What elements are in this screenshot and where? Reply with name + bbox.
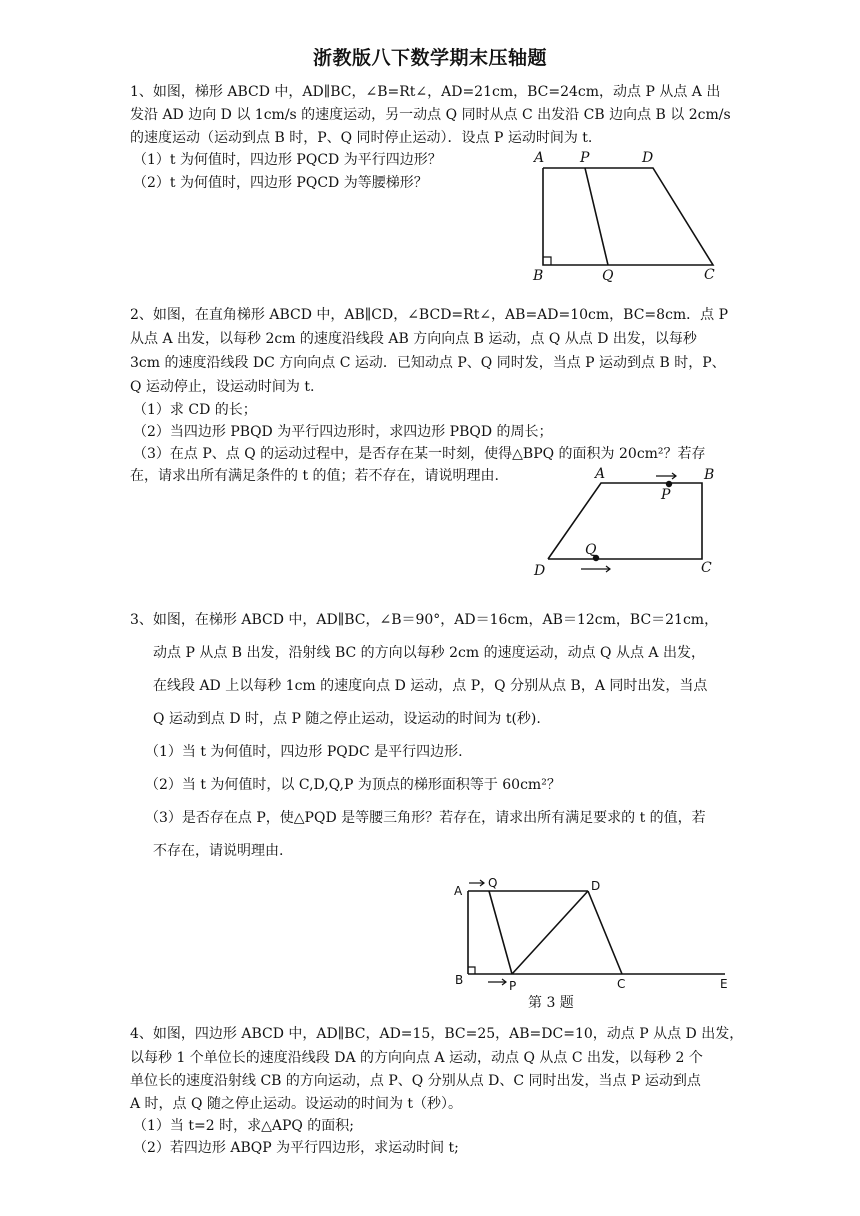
problem-4-line-3: 单位长的速度沿射线 CB 的方向运动，点 P、Q 分别从点 D、C 同时出发，当点 P 运动到点 bbox=[130, 1073, 701, 1089]
fig3-label-D: D bbox=[591, 879, 601, 893]
problem-2-line-2: 从点 A 出发，以每秒 2cm 的速度沿线段 AB 方向向点 B 运动，点 Q 从点 D 出发，以每秒 bbox=[130, 331, 697, 347]
problem-1-question-1: （1）t 为何值时，四边形 PQCD 为平行四边形？ bbox=[133, 152, 442, 168]
fig1-label-B: B bbox=[533, 268, 544, 284]
fig1-label-Q: Q bbox=[602, 268, 614, 284]
problem-3-caption: 第 3 题 bbox=[528, 995, 574, 1011]
problem-2-question-3-cont: 在，请求出所有满足条件的 t 的值；若不存在，请说明理由. bbox=[130, 468, 499, 484]
problem-4-line-4: A 时，点 Q 随之停止运动。设运动的时间为 t（秒）。 bbox=[130, 1096, 463, 1112]
fig3-label-P: P bbox=[509, 979, 517, 993]
fig1-label-D: D bbox=[642, 150, 654, 166]
fig3-label-E: E bbox=[720, 977, 728, 991]
problem-2-line-4: Q 运动停止，设运动时间为 t. bbox=[130, 379, 315, 395]
problem-1-figure bbox=[528, 145, 728, 285]
problem-2-line-3: 3cm 的速度沿线段 DC 方向向点 C 运动．已知动点 P、Q 同时发，当点 P 运动到点 B 时，P、 bbox=[130, 355, 726, 371]
fig3-label-B: B bbox=[455, 973, 464, 987]
problem-3-line-1: 3、如图，在梯形 ABCD 中，AD∥BC，∠B＝90°，AD＝16cm，AB＝12cm，BC＝21cm， bbox=[130, 612, 719, 628]
problem-1-question-2: （2）t 为何值时，四边形 PQCD 为等腰梯形？ bbox=[133, 175, 428, 191]
problem-1-line-2: 发沿 AD 边向 D 以 1cm/s 的速度运动，另一动点 Q 同时从点 C 出发沿 CB 边向点 B 以 2cm/s bbox=[130, 107, 731, 123]
problem-3-figure bbox=[450, 870, 750, 995]
problem-4-question-1: （1）当 t=2 时，求△APQ 的面积; bbox=[133, 1118, 355, 1134]
page-title: 浙教版八下数学期末压轴题 bbox=[312, 47, 547, 69]
fig2-label-B: B bbox=[704, 467, 715, 483]
fig2-label-D: D bbox=[534, 563, 546, 579]
problem-1-line-1: 1、如图，梯形 ABCD 中，AD∥BC，∠B=Rt∠，AD=21cm，BC=24cm，动点 P 从点 A 出 bbox=[130, 84, 721, 100]
fig3-label-A: A bbox=[454, 884, 463, 898]
problem-4-question-2: （2）若四边形 ABQP 为平行四边形，求运动时间 t; bbox=[133, 1140, 459, 1156]
problem-3-question-3: （3）是否存在点 P，使△PQD 是等腰三角形？若存在，请求出所有满足要求的 t 的值，若 bbox=[145, 810, 706, 826]
fig1-label-P: P bbox=[580, 150, 590, 166]
problem-1-line-3: 的速度运动（运动到点 B 时，P、Q 同时停止运动）．设点 P 运动时间为 t. bbox=[130, 130, 593, 146]
fig2-label-P: P bbox=[661, 487, 671, 503]
fig3-label-Q: Q bbox=[488, 876, 498, 890]
fig1-label-C: C bbox=[704, 267, 715, 283]
problem-2-figure bbox=[528, 462, 728, 582]
problem-4-line-2: 以每秒 1 个单位长的速度沿线段 DA 的方向向点 A 运动，动点 Q 从点 C 出发，以每秒 2 个 bbox=[130, 1050, 703, 1066]
fig1-label-A: A bbox=[534, 150, 545, 166]
fig2-label-A: A bbox=[595, 466, 606, 482]
problem-3-question-2: （2）当 t 为何值时，以 C,D,Q,P 为顶点的梯形面积等于 60cm²？ bbox=[145, 777, 561, 793]
problem-3-question-3-cont: 不存在，请说明理由. bbox=[153, 843, 284, 859]
fig3-label-C: C bbox=[617, 977, 626, 991]
problem-2-question-2: （2）当四边形 PBQD 为平行四边形时，求四边形 PBQD 的周长； bbox=[133, 424, 553, 440]
problem-4-line-1: 4、如图，四边形 ABCD 中，AD∥BC，AD=15，BC=25，AB=DC=10，动点 P 从点 D 出发， bbox=[130, 1026, 744, 1042]
problem-2-question-1: （1）求 CD 的长； bbox=[133, 402, 257, 418]
fig2-label-Q: Q bbox=[585, 542, 597, 558]
problem-2-line-1: 2、如图，在直角梯形 ABCD 中，AB∥CD，∠BCD=Rt∠，AB=AD=10cm，BC=8cm．点 P bbox=[130, 307, 729, 323]
problem-3-line-3: 在线段 AD 上以每秒 1cm 的速度向点 D 运动，点 P，Q 分别从点 B，A 同时出发，当点 bbox=[153, 678, 708, 694]
fig2-label-C: C bbox=[701, 560, 712, 576]
problem-3-line-4: Q 运动到点 D 时，点 P 随之停止运动，设运动的时间为 t(秒). bbox=[153, 711, 541, 727]
problem-2-question-3: （3）在点 P、点 Q 的运动过程中，是否存在某一时刻，使得△BPQ 的面积为 20cm²？若存 bbox=[133, 446, 706, 462]
problem-3-line-2: 动点 P 从点 B 出发，沿射线 BC 的方向以每秒 2cm 的速度运动，动点 Q 从点 A 出发， bbox=[153, 645, 705, 661]
problem-3-question-1: （1）当 t 为何值时，四边形 PQDC 是平行四边形. bbox=[145, 744, 463, 760]
